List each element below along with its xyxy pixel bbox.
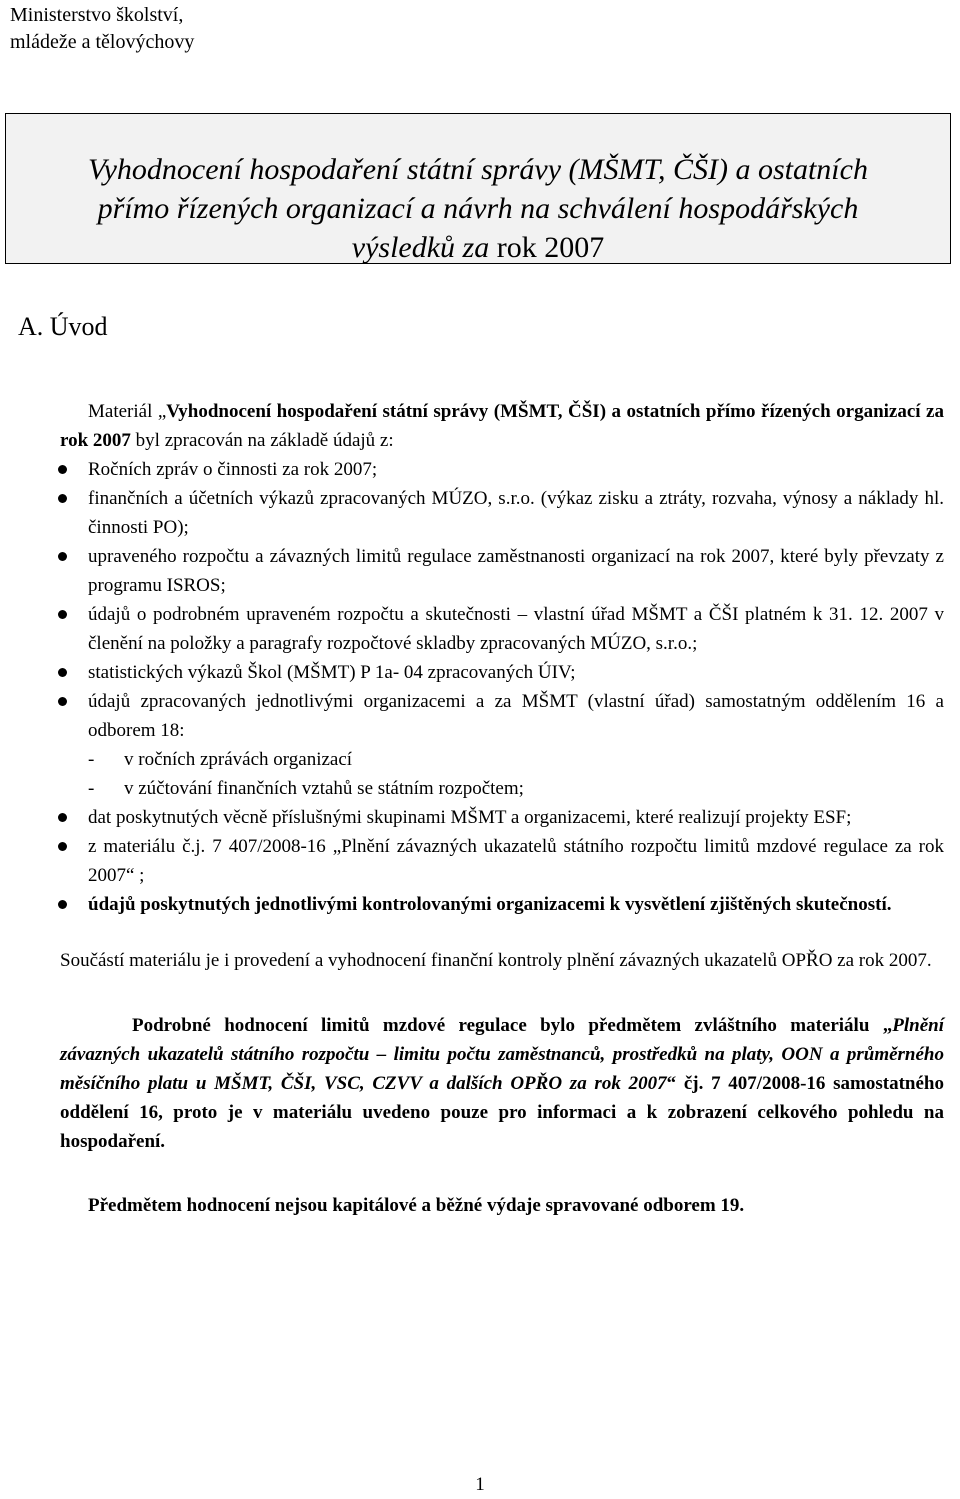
list-item bbox=[60, 803, 944, 832]
detail-part-2: “ čj. 7 407/2008-16 samostatného oddělení 16, proto je v materiálu uvedeno pouze pro informaci a k zobrazení celkového pohledu na hospodaření. bbox=[60, 1073, 944, 1152]
sub-list bbox=[88, 745, 944, 803]
bullet-icon bbox=[58, 494, 67, 503]
document-title-box bbox=[5, 113, 951, 264]
list-item-text: finančních a účetních výkazů zpracovaných MÚZO, s.r.o. (výkaz zisku a ztráty, rozvaha, výnosy a náklady hl. činnosti PO); bbox=[88, 488, 944, 538]
dash-marker: - bbox=[88, 778, 95, 799]
list-item bbox=[60, 542, 944, 600]
ministry-line-2: mládeže a tělovýchovy bbox=[10, 31, 195, 53]
title-line-1: Vyhodnocení hospodaření státní správy (MŠMT, ČŠI) a ostatních bbox=[88, 153, 868, 186]
list-item bbox=[60, 687, 944, 803]
list-item bbox=[60, 890, 944, 919]
list-item bbox=[60, 600, 944, 658]
sub-list-item bbox=[88, 774, 944, 803]
bullet-icon bbox=[58, 610, 67, 619]
detail-italic: Plnění závazných ukazatelů státního rozpočtu – limitu počtu zaměstnanců, prostředků na platy, OON a průměrného měsíčního platu u MŠMT, ČŠI, VSC, CZVV a dalších OPŘO za rok 2007 bbox=[60, 1015, 944, 1094]
sub-list-item-text: v ročních zprávách organizací bbox=[124, 749, 353, 770]
bullet-icon bbox=[58, 668, 67, 677]
list-item-text: Ročních zpráv o činnosti za rok 2007; bbox=[88, 459, 378, 480]
intro-paragraph bbox=[60, 397, 944, 455]
list-item bbox=[60, 832, 944, 890]
page-number: 1 bbox=[475, 1474, 485, 1495]
bullet-icon bbox=[58, 842, 67, 851]
section-heading: A. Úvod bbox=[18, 312, 108, 341]
list-item bbox=[60, 658, 944, 687]
list-item-text: údajů poskytnutých jednotlivými kontrolovanými organizacemi k vysvětlení zjištěných skutečností. bbox=[88, 894, 892, 915]
list-item-text: upraveného rozpočtu a závazných limitů regulace zaměstnanosti organizací na rok 2007, které byly převzaty z programu ISROS; bbox=[88, 546, 944, 596]
sub-list-item bbox=[88, 745, 944, 774]
sub-list-item-text: v zúčtování finančních vztahů se státním rozpočtem; bbox=[124, 778, 524, 799]
title-line-3-italic: výsledků za bbox=[351, 231, 490, 264]
list-item-text: údajů zpracovaných jednotlivými organizacemi a za MŠMT (vlastní úřad) samostatným oddělením 16 a odborem 18: bbox=[88, 691, 944, 741]
title-line-3 bbox=[6, 228, 950, 267]
dash-marker: - bbox=[88, 749, 95, 770]
detail-part-1: Podrobné hodnocení limitů mzdové regulace bylo předmětem zvláštního materiálu „ bbox=[132, 1015, 893, 1036]
subject-paragraph: Předmětem hodnocení nejsou kapitálové a běžné výdaje spravované odborem 19. bbox=[88, 1195, 745, 1216]
bullet-icon bbox=[58, 465, 67, 474]
list-item-text: statistických výkazů Škol (MŠMT) P 1a- 04 zpracovaných ÚIV; bbox=[88, 662, 576, 683]
title-line-3-plain: rok 2007 bbox=[489, 231, 605, 264]
control-paragraph: Součástí materiálu je i provedení a vyhodnocení finanční kontroly plnění závazných ukazatelů OPŘO za rok 2007. bbox=[60, 950, 932, 971]
intro-bold: Vyhodnocení hospodaření státní správy (MŠMT, ČŠI) a ostatních přímo řízených organizací za rok 2007 bbox=[60, 401, 944, 451]
ministry-name bbox=[10, 2, 194, 56]
detail-paragraph bbox=[60, 1011, 944, 1156]
bullet-icon bbox=[58, 813, 67, 822]
list-item-text: z materiálu č.j. 7 407/2008-16 „Plnění závazných ukazatelů státního rozpočtu limitů mzdové regulace za rok 2007“ ; bbox=[88, 836, 944, 886]
intro-part-2: byl zpracován na základě údajů z: bbox=[130, 430, 394, 451]
ministry-line-1: Ministerstvo školství, bbox=[10, 4, 184, 26]
list-item bbox=[60, 484, 944, 542]
document-body bbox=[60, 397, 944, 1220]
source-list bbox=[60, 455, 944, 919]
list-item-text: dat poskytnutých věcně příslušnými skupinami MŠMT a organizacemi, které realizují projekty ESF; bbox=[88, 807, 852, 828]
bullet-icon bbox=[58, 697, 67, 706]
bullet-icon bbox=[58, 900, 67, 909]
list-item bbox=[60, 455, 944, 484]
bullet-icon bbox=[58, 552, 67, 561]
intro-part-1: Materiál „ bbox=[88, 401, 167, 422]
title-line-2: přímo řízených organizací a návrh na schválení hospodářských bbox=[97, 192, 859, 225]
list-item-text: údajů o podrobném upraveném rozpočtu a skutečnosti – vlastní úřad MŠMT a ČŠI platném k 31. 12. 2007 v členění na položky a paragrafy rozpočtové skladby zpracovaných MÚZO, s.r.o.; bbox=[88, 604, 944, 654]
